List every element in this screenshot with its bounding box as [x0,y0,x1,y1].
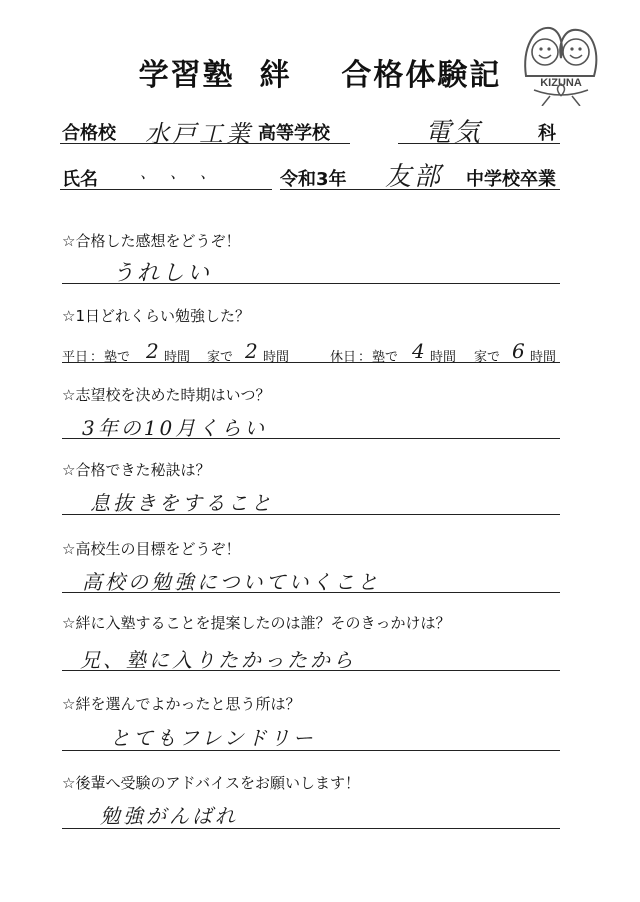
weekday-home-label: 家で [207,350,234,365]
question-2: ☆1日どれくらい勉強した？ [62,307,250,325]
answer-3-line [62,438,560,439]
weekday-juku-label: 塾で [104,350,131,365]
answer-6-line [62,670,560,671]
era-label: 令和3年 [280,169,347,190]
dept-underline [398,143,560,144]
question-4: ☆合格できた秘訣は？ [62,461,211,479]
question-1: ☆合格した感想をどうぞ！ [62,232,241,250]
dept-handwritten: 電気 [425,118,484,148]
school-label: 合格校 [62,123,116,144]
answer-8-line [62,828,560,829]
school-name-handwritten: 水戸工業 [145,120,253,148]
jhs-handwritten: 友部 [385,162,444,192]
answer-4: 息抜きをすること [90,491,274,515]
question-8: ☆後輩へ受験のアドバイスをお願いします！ [62,774,360,792]
answer-7-line [62,750,560,751]
answer-6: 兄、塾に入りたかったから [80,648,356,672]
answer-5: 高校の勉強についていくこと [82,570,381,594]
weekday-juku-unit: 時間 [164,350,191,365]
question-3: ☆志望校を決めた時期はいつ？ [62,386,271,404]
holiday-juku-unit: 時間 [430,350,457,365]
question-6: ☆絆に入塾することを提案したのは誰？そのきっかけは？ [62,614,451,632]
grad-suffix: 中学校卒業 [466,169,556,190]
name-label: 氏名 [62,169,98,190]
answer-3: 3年の10月くらい [82,416,268,440]
study-time-line [62,362,560,363]
school-type: 高等学校 [258,123,330,144]
answer-7: とてもフレンドリー [110,726,316,750]
answer-8: 勉強がんばれ [100,804,238,828]
holiday-home-hours: 6 [512,339,525,363]
dept-suffix: 科 [538,123,556,144]
title-main: 合格体験記 [341,58,502,93]
weekday-home-hours: 2 [245,339,258,363]
title-juku: 学習塾 [138,58,235,93]
school-underline [60,143,350,144]
question-7: ☆絆を選んでよかったと思う所は？ [62,695,301,713]
holiday-label: 休日 [330,350,357,365]
weekday-label: 平日 [62,350,89,365]
holiday-home-unit: 時間 [530,350,557,365]
answer-5-line [62,592,560,593]
holiday-home-label: 家で [474,350,501,365]
answer-1: うれしい [112,261,213,286]
question-5: ☆高校生の目標をどうぞ！ [62,540,241,558]
name-underline [60,189,272,190]
holiday-juku-label: 塾で [372,350,399,365]
weekday-juku-hours: 2 [146,339,159,363]
answer-1-line [62,283,560,284]
holiday-juku-hours: 4 [412,339,425,363]
name-handwritten: 、 、 、 [140,163,220,182]
era-underline [280,189,560,190]
kizuna-logo [520,18,602,106]
answer-4-line [62,514,560,515]
logo-text: KIZUNA [540,77,582,89]
title-kizuna: 絆 [259,58,292,93]
weekday-home-unit: 時間 [263,350,290,365]
